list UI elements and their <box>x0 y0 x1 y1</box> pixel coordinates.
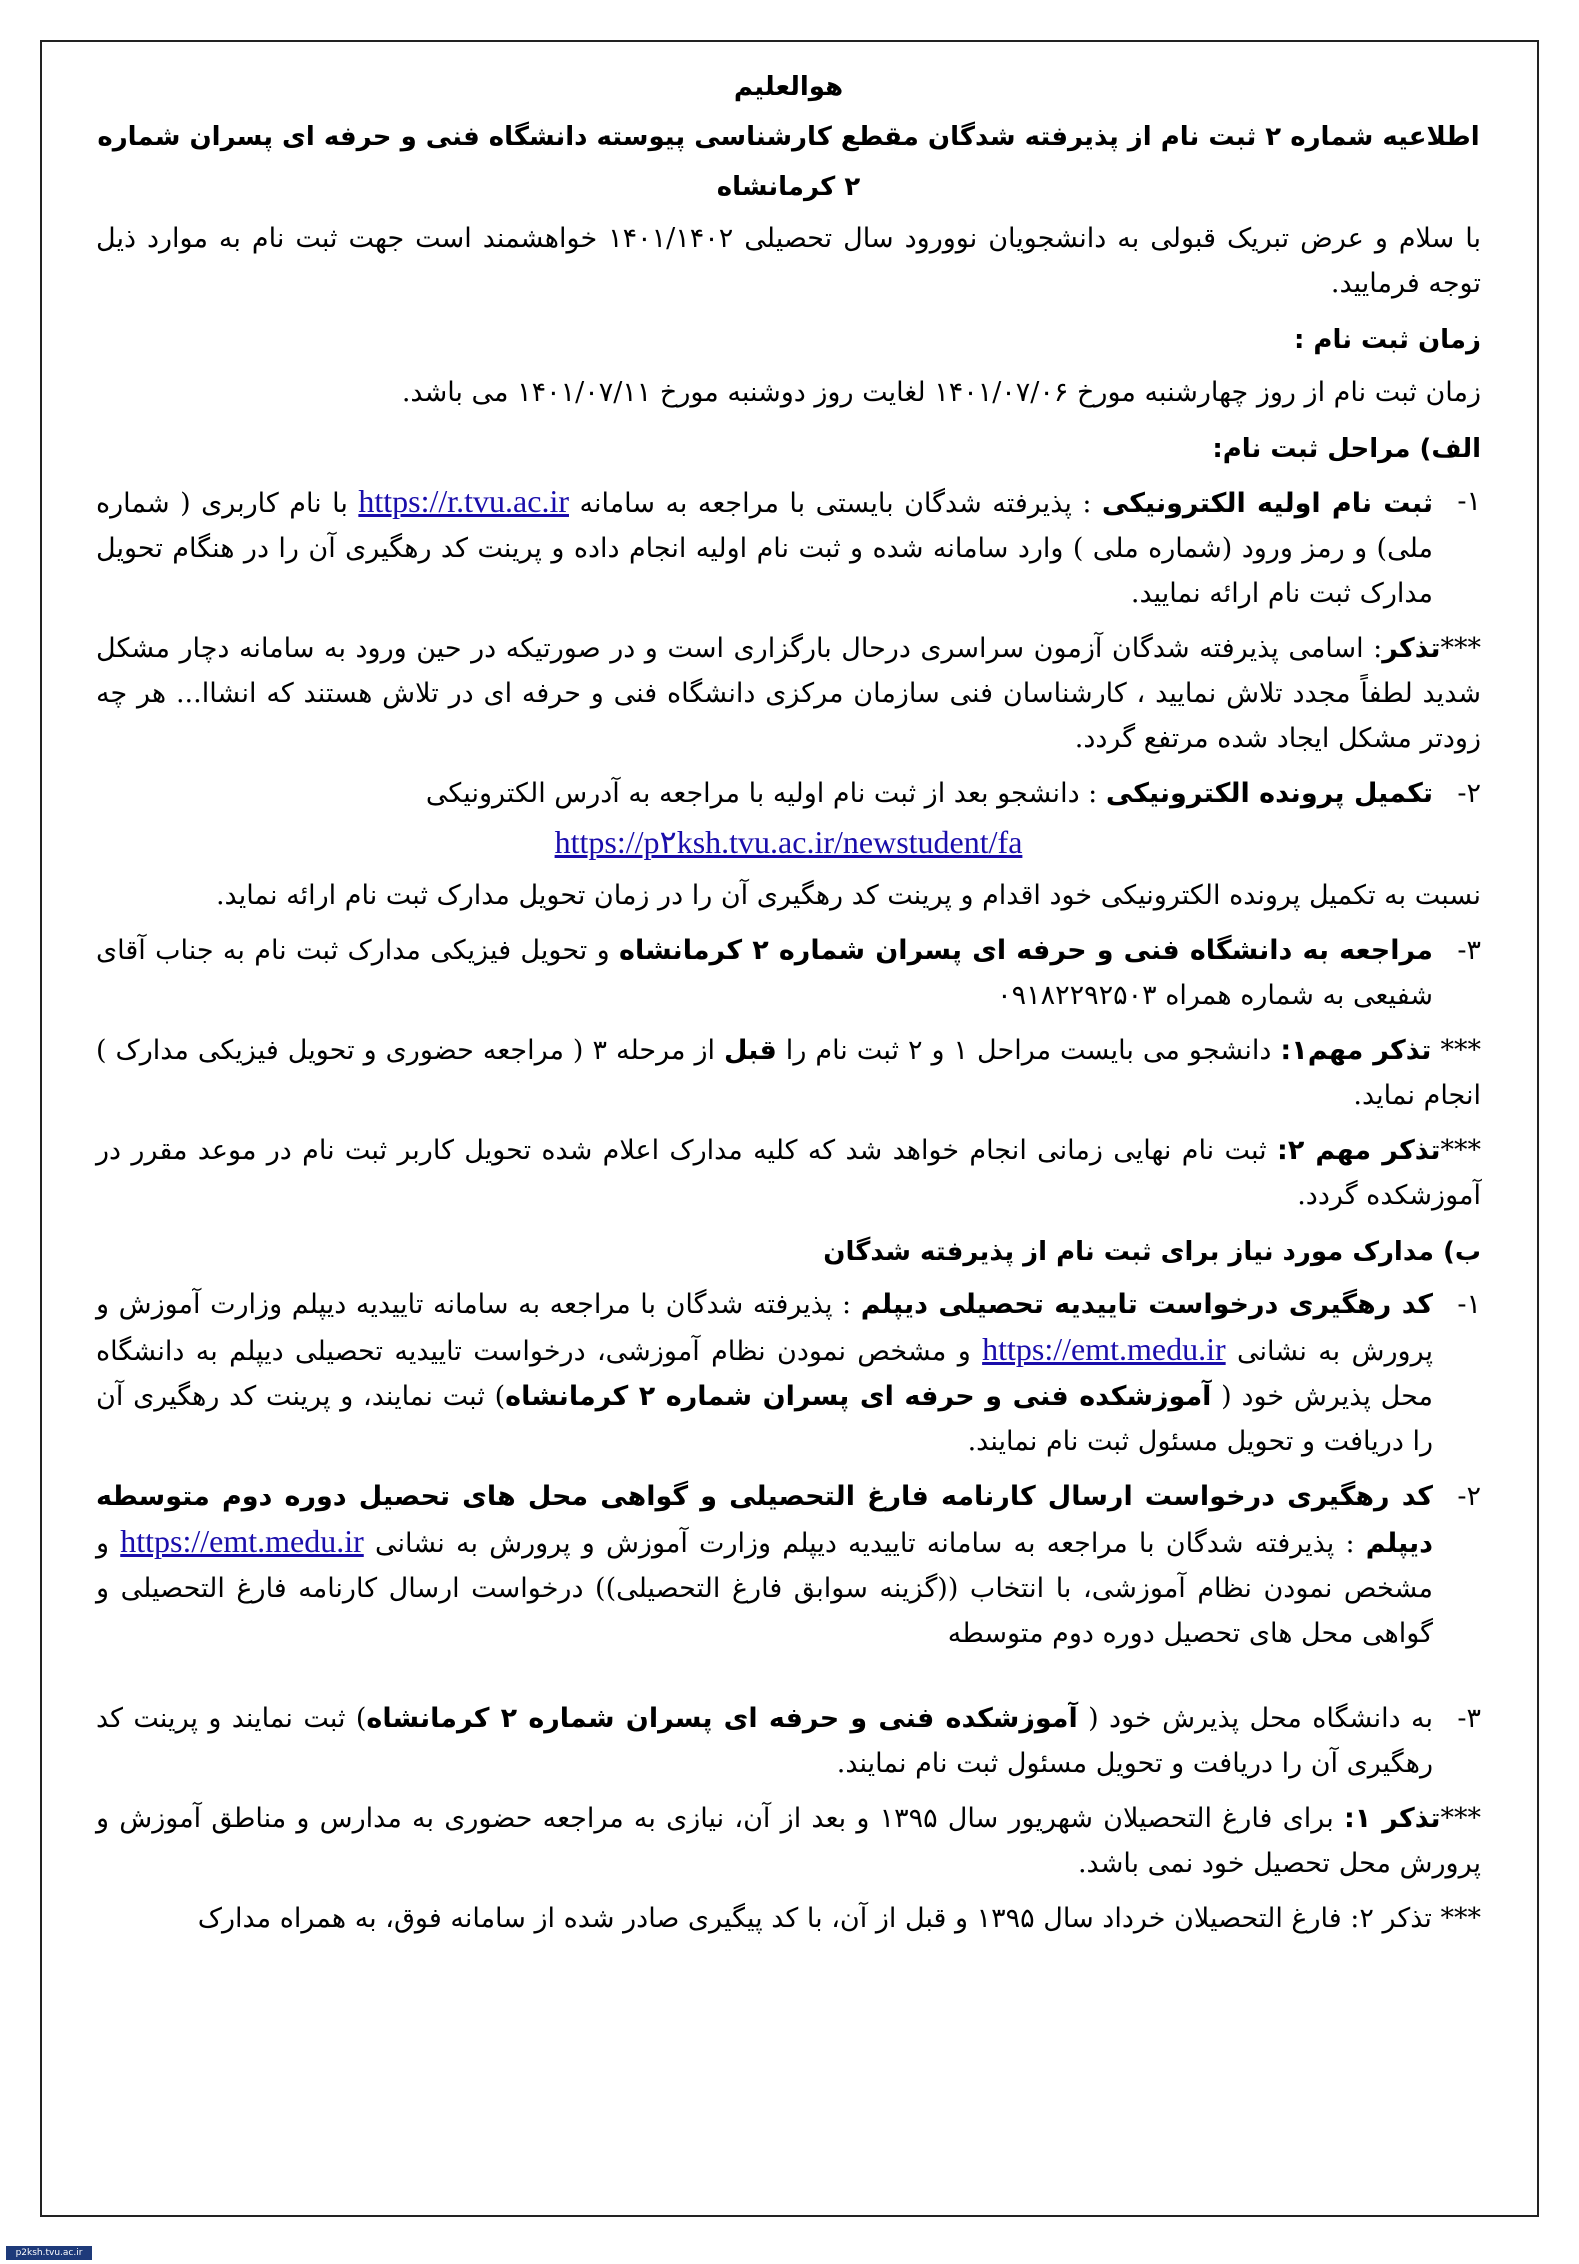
item-title: مراجعه به دانشگاه فنی و حرفه ای پسران شماره ۲ کرمانشاه <box>619 935 1433 966</box>
note-text: دانشجو می بایست مراحل ۱ و ۲ ثبت نام را <box>776 1035 1281 1066</box>
note-text: : اسامی پذیرفته شدگان آزمون سراسری درحال بارگزاری است و در صورتیکه در حین ورود به سامانه دچار مشکل شدید لطفاً مجدد تلاش نمایید ، کارشناسان فنی سازمان مرکزی دانشگاه فنی و حرفه ای در تلاش هستند که انشاا... هر چه زودتر مشکل ایجاد شده مرتفع گردد. <box>96 633 1481 754</box>
list-item <box>96 928 1481 1018</box>
list-item <box>96 1474 1481 1656</box>
item-text: : پذیرفته شدگان با مراجعه به سامانه تاییدیه دیپلم وزارت آموزش و پرورش به نشانی <box>96 1289 1433 1367</box>
item-text: ) ثبت نمایند و پرینت کد رهگیری آن را دریافت و تحویل مسئول ثبت نام نمایند. <box>96 1703 1433 1779</box>
site-logo: p2ksh.tvu.ac.ir <box>6 2246 92 2260</box>
note: *** تذکر ۲: فارغ التحصیلان خرداد سال ۱۳۹۵ و قبل از آن، با کد پیگیری صادر شده از سامانه فوق، به همراه مدارک <box>197 1903 1481 1934</box>
announcement-body <box>96 62 1481 1951</box>
item-text: به دانشگاه محل پذیرش خود ( <box>1077 1703 1433 1734</box>
note <box>96 1796 1481 1886</box>
note-emphasis: قبل <box>724 1035 777 1066</box>
list-item <box>96 771 1481 816</box>
list-item <box>96 479 1481 616</box>
note-text: ثبت نام نهایی زمانی انجام خواهد شد که کلیه مدارک اعلام شده تحویل کاربر ثبت نام در موعد مقرر در آموزشکده گردد. <box>96 1135 1481 1211</box>
note-label: تذکر <box>1382 633 1441 664</box>
item-number: ۱- <box>1457 486 1481 517</box>
intro-paragraph: با سلام و عرض تبریک قبولی به دانشجویان نوورود سال تحصیلی ۱۴۰۱/۱۴۰۲ خواهشمند است جهت ثبت نام به موارد ذیل توجه فرمایید. <box>96 223 1482 299</box>
note <box>96 1028 1481 1118</box>
item-emphasis: آموزشکده فنی و حرفه ای پسران شماره ۲ کرمانشاه <box>505 1381 1212 1412</box>
item-text: : پذیرفته شدگان بایستی با مراجعه به سامانه <box>569 488 1102 519</box>
item-number: ۲- <box>1457 778 1481 809</box>
item-text: : پذیرفته شدگان با مراجعه به سامانه تاییدیه دیپلم وزارت آموزش و پرورش به نشانی <box>363 1528 1366 1559</box>
registration-time-heading: زمان ثبت نام : <box>1293 325 1481 355</box>
emt-link[interactable]: https://emt.medu.ir <box>120 1523 364 1559</box>
spacer <box>96 1666 1481 1696</box>
item-title: تکمیل پرونده الکترونیکی <box>1105 778 1433 809</box>
note <box>96 1128 1481 1218</box>
item-title: کد رهگیری درخواست ارسال کارنامه فارغ التحصیلی و گواهی محل های تحصیل دوره دوم متوسطه دیپلم <box>96 1481 1433 1559</box>
item-number: ۳- <box>1457 935 1481 966</box>
registration-time-text: زمان ثبت نام از روز چهارشنبه مورخ ۱۴۰۱/۰۷/۰۶ لغایت روز دوشنبه مورخ ۱۴۰۱/۰۷/۱۱ می باشد. <box>401 377 1481 408</box>
note-label: تذکر مهم ۲: <box>1277 1135 1441 1166</box>
note-text: برای فارغ التحصیلان شهریور سال ۱۳۹۵ و بعد از آن، نیازی به مراجعه حضوری به مدارس و مناطق آموزش و پرورش محل تحصیل خود نمی باشد. <box>96 1803 1481 1879</box>
item-text: نسبت به تکمیل پرونده الکترونیکی خود اقدام و پرینت کد رهگیری آن را در زمان تحویل مدارک ثبت نام ارائه نماید. <box>215 880 1481 911</box>
note <box>96 626 1481 761</box>
note-stars: *** <box>1440 1135 1482 1166</box>
item-text: و مشخص نمودن نظام آموزشی، درخواست تاییدیه تحصیلی دیپلم به دانشگاه محل پذیرش خود ( <box>96 1336 1433 1412</box>
newstudent-link[interactable]: https://p۲ksh.tvu.ac.ir/newstudent/fa <box>554 824 1023 860</box>
item-number: ۳- <box>1457 1703 1481 1734</box>
note-stars: *** <box>1440 633 1481 664</box>
item-emphasis: آموزشکده فنی و حرفه ای پسران شماره ۲ کرمانشاه <box>366 1703 1078 1734</box>
emt-link[interactable]: https://emt.medu.ir <box>982 1331 1226 1367</box>
item-text: و مشخص نمودن نظام آموزشی، با انتخاب ((گزینه سوابق فارغ التحصیلی)) درخواست ارسال کارنامه فارغ التحصیلی و گواهی محل های تحصیل دوره دوم متوسطه <box>96 1528 1433 1649</box>
item-text: : دانشجو بعد از ثبت نام اولیه با مراجعه به آدرس الکترونیکی <box>425 778 1106 809</box>
note-text: از مرحله ۳ ( مراجعه حضوری و تحویل فیزیکی مدارک ) انجام نماید. <box>96 1035 1481 1111</box>
list-item <box>96 1696 1481 1786</box>
note-label: تذکر مهم۱: <box>1280 1035 1432 1066</box>
note-stars: *** <box>1440 1803 1481 1834</box>
invocation: هوالعلیم <box>733 72 844 102</box>
link-line <box>96 820 1481 867</box>
announcement-title: اطلاعیه شماره ۲ ثبت نام از پذیرفته شدگان مقطع کارشناسی پیوسته دانشگاه فنی و حرفه ای پسران شماره ۲ کرمانشاه <box>97 122 1480 202</box>
registration-link[interactable]: https://r.tvu.ac.ir <box>358 483 569 519</box>
section-b-heading: ب) مدارک مورد نیاز برای ثبت نام از پذیرفته شدگان <box>823 1237 1481 1267</box>
item-text: با نام کاربری ( شماره ملی) و رمز ورود (شماره ملی ) وارد سامانه شده و ثبت نام اولیه انجام داده و پرینت کد رهگیری آن را در هنگام تحویل مدارک ثبت نام ارائه نمایید. <box>96 488 1433 609</box>
item-number: ۱- <box>1457 1289 1481 1320</box>
item-number: ۲- <box>1457 1481 1481 1512</box>
list-item <box>96 1282 1481 1464</box>
section-a-heading: الف) مراحل ثبت نام: <box>1212 434 1481 464</box>
item-text: و تحویل فیزیکی مدارک ثبت نام به جناب آقای شفیعی به شماره همراه ۰۹۱۸۲۲۹۲۵۰۳ <box>96 935 1433 1011</box>
note-label: تذکر ۱: <box>1343 1803 1441 1834</box>
item-title: کد رهگیری درخواست تاییدیه تحصیلی دیپلم <box>860 1289 1433 1320</box>
note-stars: *** <box>1431 1035 1481 1066</box>
item-title: ثبت نام اولیه الکترونیکی <box>1101 488 1433 519</box>
item-text: ) ثبت نمایند، و پرینت کد رهگیری آن را دریافت و تحویل مسئول ثبت نام نمایند. <box>96 1381 1433 1457</box>
